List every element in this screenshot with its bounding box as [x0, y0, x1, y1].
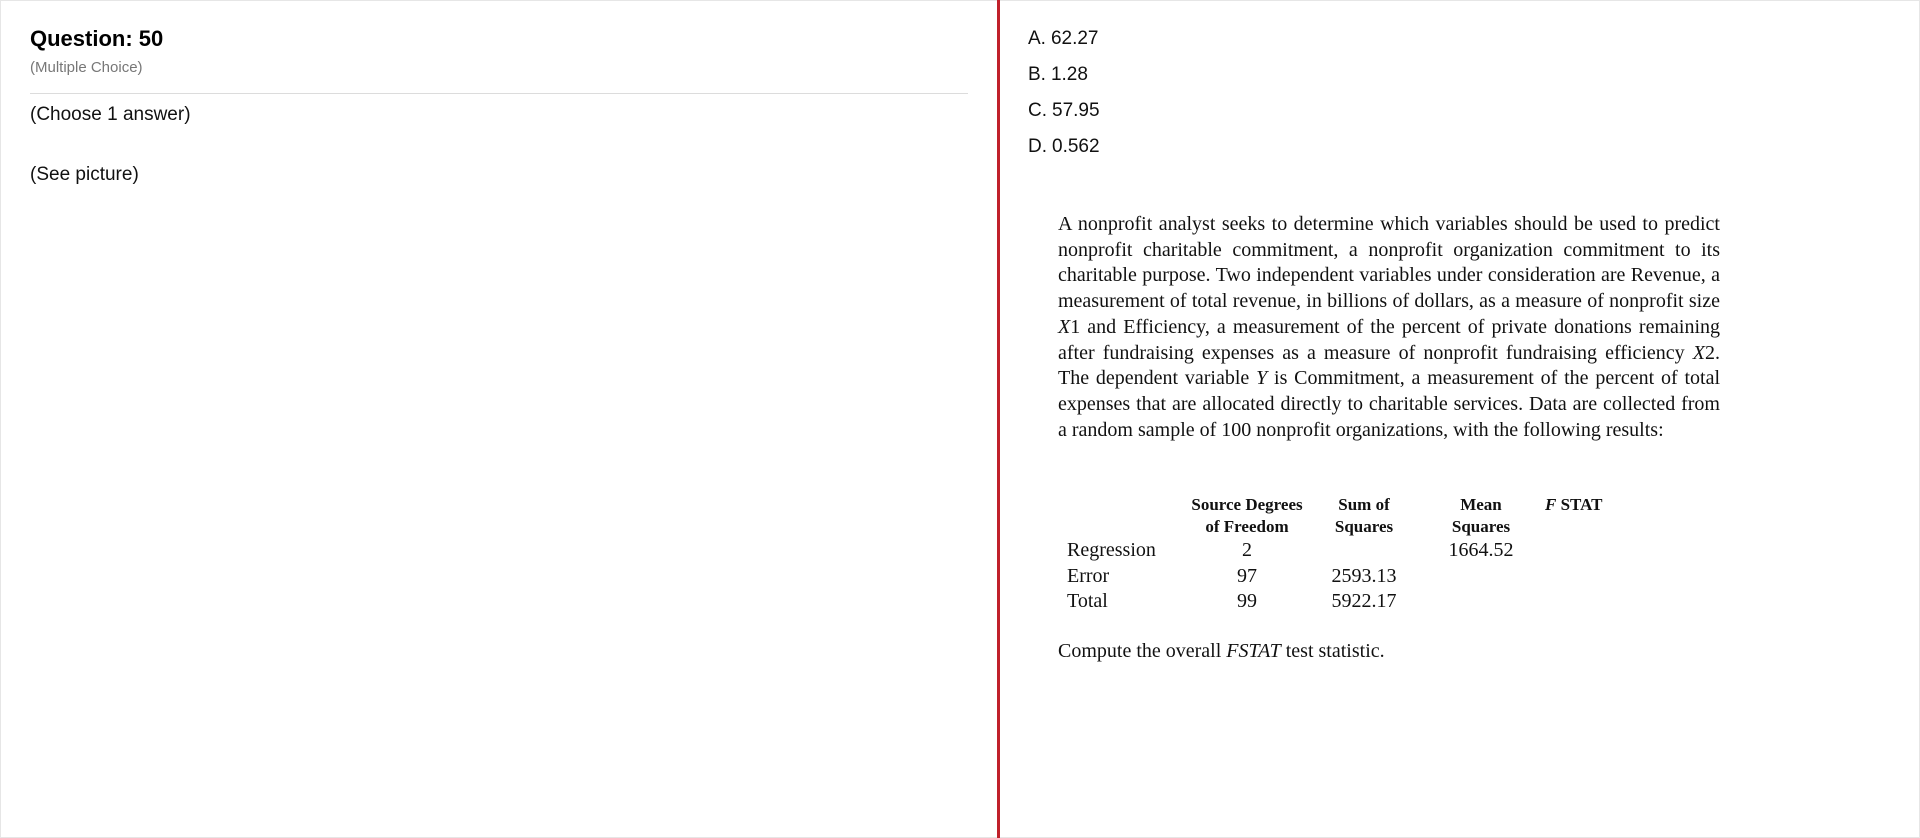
problem-text-1: A nonprofit analyst seeks to determine which variables should be used to predict nonprofit charitable commitment, a nonprofit organization commitment to its charitable purpose. Two independent variables under consideration are Revenue, a measurement of total revenue, in billions of dollars, as a measure of nonprofit size	[1058, 213, 1720, 313]
question-content-pane	[1000, 0, 1920, 838]
row-source: Error	[1067, 564, 1110, 587]
header-df-line1: Source Degrees	[1191, 495, 1303, 514]
header-df	[1185, 494, 1309, 538]
question-type-label: (Multiple Choice)	[30, 59, 143, 76]
option-text: 1.28	[1050, 64, 1088, 85]
option-text: 57.95	[1052, 100, 1100, 121]
header-ss-line1: Sum of	[1338, 495, 1390, 514]
var-x: X	[1692, 341, 1705, 364]
option-b[interactable]	[1028, 63, 1100, 99]
question-prompt	[1058, 640, 1385, 663]
question-title: Question: 50	[30, 26, 164, 51]
header-f-rest: STAT	[1556, 495, 1603, 514]
prompt-after: test statistic.	[1280, 640, 1385, 662]
problem-text-3: . The dependent variable	[1058, 341, 1720, 390]
var-subscript: 1	[1070, 315, 1081, 338]
header-ms	[1419, 494, 1543, 538]
table-row	[1058, 589, 1615, 615]
header-source	[1058, 494, 1185, 538]
option-c[interactable]	[1028, 99, 1100, 135]
anova-table	[1058, 494, 1658, 615]
option-text: 62.27	[1050, 28, 1099, 49]
row-ss: 2593.13	[1331, 564, 1397, 587]
table-row	[1058, 538, 1615, 564]
option-letter: C.	[1028, 100, 1047, 121]
anova-grid	[1058, 494, 1615, 615]
header-ss	[1309, 494, 1419, 538]
problem-text-4: is Commitment, a measurement of the percent of total expenses that are allocated directly to charitable services. Data are collected from a random sample of 100 nonprofit organizations, with the following results:	[1058, 367, 1721, 441]
prompt-var: FSTAT	[1226, 640, 1281, 662]
option-letter: D.	[1028, 136, 1047, 157]
row-f	[1543, 589, 1615, 615]
option-letter: B.	[1028, 64, 1046, 85]
row-ss: 5922.17	[1331, 590, 1397, 612]
row-ms	[1419, 564, 1543, 590]
option-letter: A.	[1028, 28, 1046, 49]
answer-instruction: (Choose 1 answer)	[30, 104, 191, 125]
header-fstat	[1543, 494, 1615, 538]
option-a[interactable]	[1028, 27, 1100, 63]
var-subscript: 2	[1705, 341, 1715, 364]
row-df: 99	[1237, 590, 1257, 612]
option-d[interactable]	[1028, 135, 1100, 171]
row-df: 2	[1242, 539, 1252, 561]
row-df: 97	[1237, 564, 1257, 587]
prompt-before: Compute the overall	[1058, 640, 1227, 662]
row-f	[1543, 538, 1615, 564]
problem-text-2: and Efficiency, a measurement of the percent of private donations remaining after fundraising expenses as a measure of nonprofit fundraising efficiency	[1058, 315, 1720, 364]
header-ms-line2: Squares	[1451, 517, 1511, 536]
divider	[30, 93, 968, 94]
see-picture-note: (See picture)	[30, 164, 139, 185]
row-source: Regression	[1067, 539, 1156, 561]
row-ss	[1309, 538, 1419, 564]
anova-header-row	[1058, 494, 1615, 538]
header-ms-line1: Mean	[1460, 495, 1502, 514]
row-source: Total	[1067, 590, 1108, 612]
answer-options	[1028, 27, 1100, 171]
problem-statement	[1058, 212, 1720, 443]
header-ss-line2: Squares	[1334, 517, 1394, 536]
row-f	[1543, 564, 1615, 590]
row-ms: 1664.52	[1448, 539, 1514, 561]
header-f-italic: F	[1545, 495, 1557, 514]
header-df-line2: of Freedom	[1205, 517, 1289, 536]
option-text: 0.562	[1052, 136, 1100, 157]
table-row	[1058, 564, 1615, 590]
var-y: Y	[1256, 367, 1268, 390]
row-ms	[1419, 589, 1543, 615]
var-x: X	[1058, 315, 1071, 338]
